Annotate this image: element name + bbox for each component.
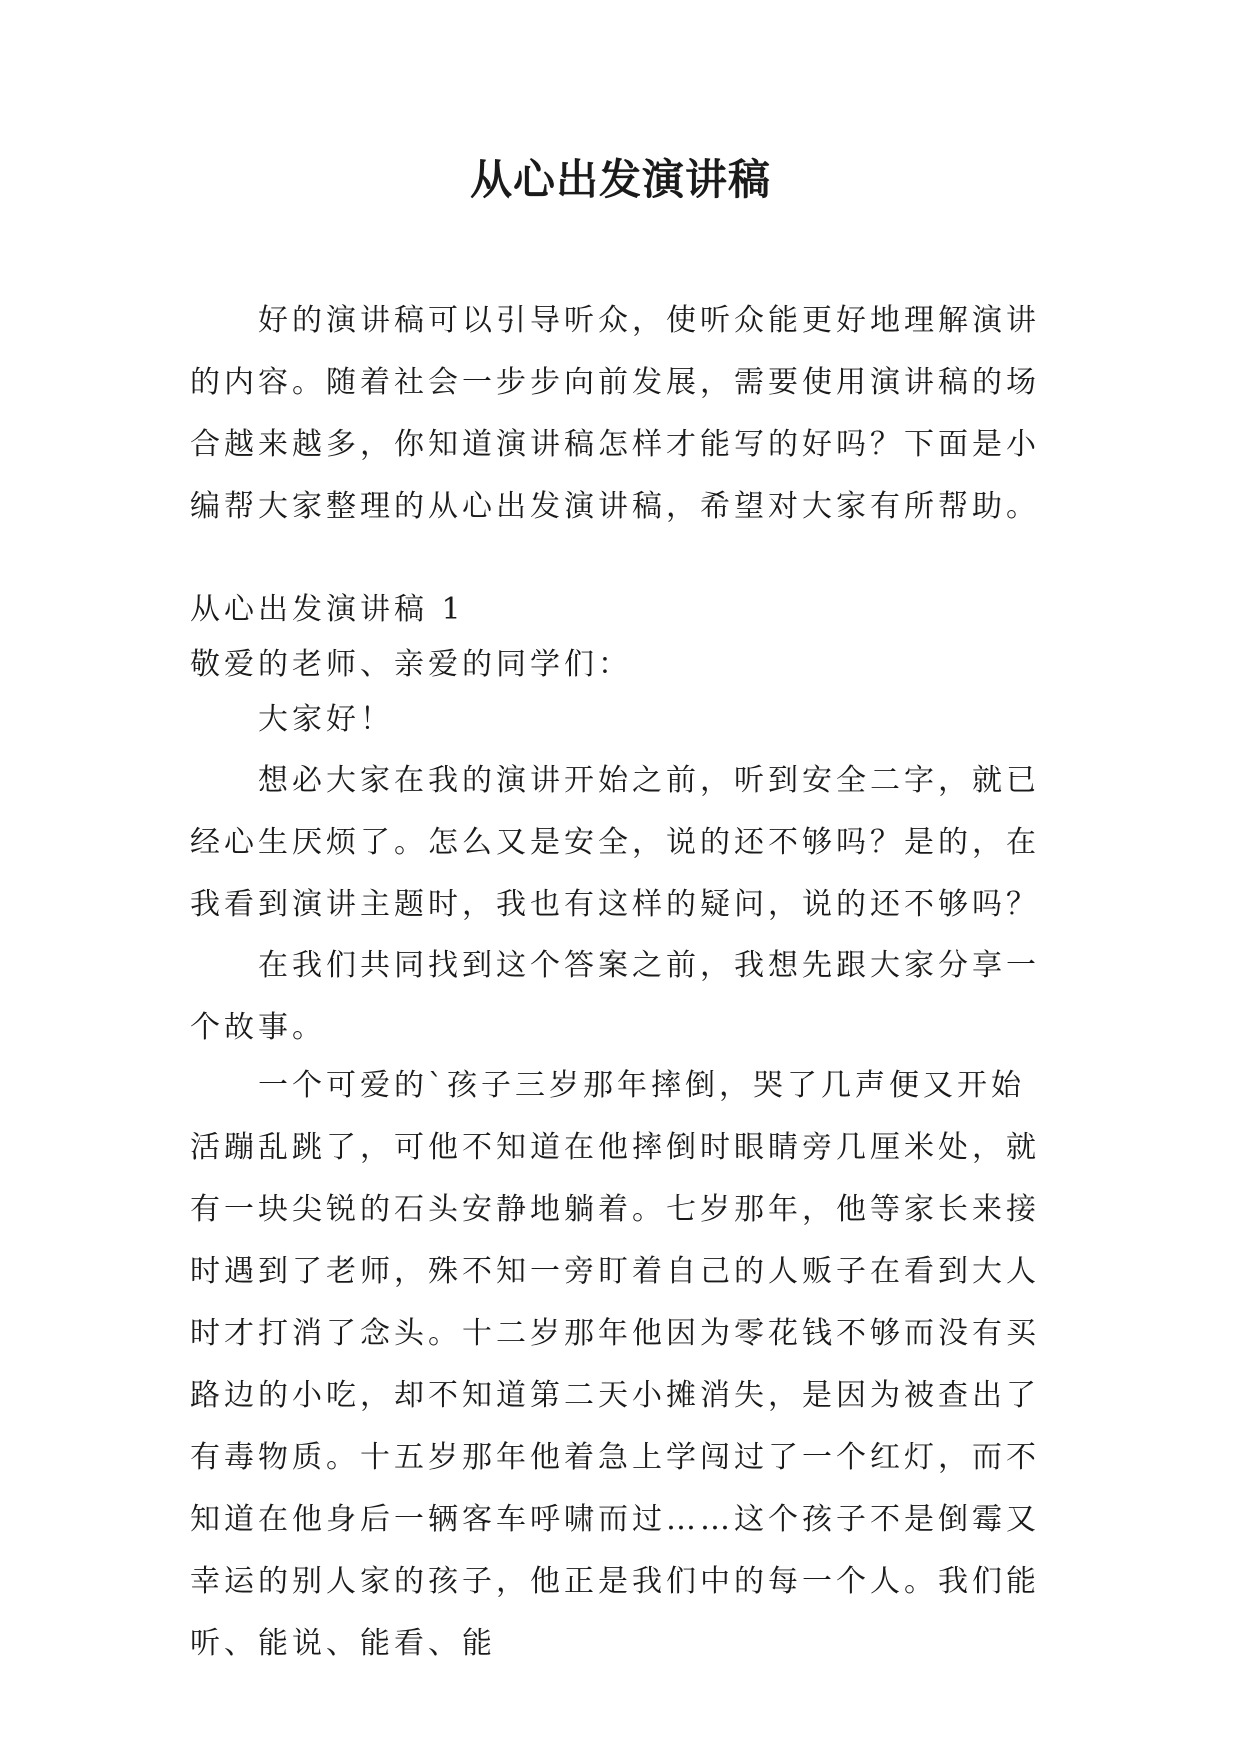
- salutation: 敬爱的老师、亲爱的同学们：: [190, 647, 632, 682]
- section-heading: 从心出发演讲稿 1: [190, 592, 465, 627]
- body-paragraph-4: 一个可爱的`孩子三岁那年摔倒，哭了几声便又开始活蹦乱跳了，可他不知道在他摔倒时眼睛旁几厘米处，就有一块尖锐的石头安静地躺着。七岁那年，他等家长来接时遇到了老师，殊不知一旁盯着自己的人贩子在看到大人时才打消了念头。十二岁那年他因为零花钱不够而没有买路边的小吃，却不知道第二天小摊消失，是因为被查出了有毒物质。十五岁那年他着急上学闯过了一个红灯，而不知道在他身后一辆客车呼啸而过……这个孩子不是倒霉又幸运的别人家的孩子，他正是我们中的每一个人。我们能听、能说、能看、能: [190, 1068, 1040, 1661]
- body-paragraph-greeting: 大家好！: [258, 702, 394, 737]
- intro-paragraph: 好的演讲稿可以引导听众，使听众能更好地理解演讲的内容。随着社会一步步向前发展，需要使用演讲稿的场合越来越多，你知道演讲稿怎样才能写的好吗？下面是小编帮大家整理的从心出发演讲稿，希望对大家有所帮助。: [190, 303, 1040, 524]
- body-paragraph-3: 在我们共同找到这个答案之前，我想先跟大家分享一个故事。: [190, 948, 1040, 1045]
- document-title: 从心出发演讲稿: [469, 155, 771, 204]
- body-paragraph-2: 想必大家在我的演讲开始之前，听到安全二字，就已经心生厌烦了。怎么又是安全，说的还不够吗？是的，在我看到演讲主题时，我也有这样的疑问，说的还不够吗？: [190, 763, 1040, 922]
